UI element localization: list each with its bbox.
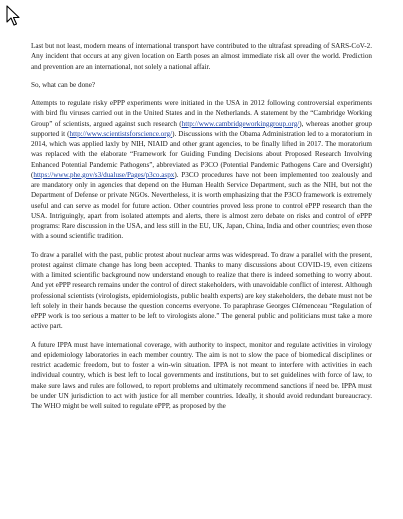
regulation-text-c: ). Discussions with the Obama Administration led to a moratorium in 2014, which was applied laxly by NIH, NIAID and other grant agencies, to be finally lifted in 2017. The moratorium was replaced with the elaborate “Framework for Guiding Funding Decisions about Proposed Research Involving Enhanced Potential Pandemic Pathogens”, abbreviated as P3CO (Potential Pandemic Pathogens Care and Oversight) ( [31, 129, 373, 179]
paragraph-public-protest: To draw a parallel with the past, public protest about nuclear arms was widespread. To draw a parallel with the present, protest against climate change has long been accepted. Thanks to many discussions about COVID-19, even citizens with a limited scientific background now understand enough to realize that there is indeed something to worry about. And yet ePPP research remains under the control of direct stakeholders, with unavoidable conflict of interest. Although professional scientists (virologists, epidemiologists, public health experts) are key stakeholders, the debate must not be left solely in their hands because the question concerns everyone. To paraphrase Georges Clémenceau “Regulation of ePPP work is too serious a matter to be left to virologists alone.” The general public and politicians must take a more active part. [31, 250, 372, 331]
paragraph-ippa: A future IPPA must have international coverage, with authority to inspect, monitor and regulate activities in virology and epidemiology laboratories in each member country. The aim is not to slow the pace of biomedical disciplines or restrict academic freedom, but to foster a win-win situation. IPPA is not meant to interfere with activities in each individual country, which is best left to local governments and institutions, but to set guidelines with force of law, to make sure laws and rules are followed, to report problems and ultimately recommend sanctions if need be. IPPA must be under UN jurisdiction to act with justice for all member countries. Ideally, it should avoid redundant bureaucracy. The WHO might be well suited to regulate ePPP, as proposed by the [31, 340, 372, 410]
regulation-text-d: ). P3CO procedures have not been implemented too zealously and are mandatory only in agencies that depend on the Human Health Service Department, such as the NIH, but not the Department of Defense or private NGOs. Nevertheless, it is worth emphasizing that the P3CO framework is extremely useful and can serve as model for future action. Other countries proved less prone to control ePPP research than the USA. Intriguingly, apart from isolated attempts and alerts, there is almost zero debate on risks and control of ePPP programs: Rare discussion in the USA, and less still in the EU, UK, Japan, China, India and other countries; even those with a sound scientific tradition. [31, 170, 372, 241]
link-scientists-for-science[interactable]: http://www.scientistsforscience.org/ [69, 129, 173, 138]
paragraph-regulation [31, 98, 372, 242]
link-cambridge-working-group[interactable]: http://www.cambridgeworkinggroup.org/ [181, 119, 300, 128]
paragraph-question: So, what can be done? [31, 80, 96, 89]
regulation-text-a: Attempts to regulate risky ePPP experiments were initiated in the USA in 2012 following controversial experiments with bird flu viruses carried out in the United States and in the Netherlands. A statement by the “Cambridge Working Group” of scientists, argued against such research ( [31, 99, 372, 128]
arrow-pointer-icon [6, 5, 20, 27]
regulation-text-b: ), whereas another group supported it ( [31, 119, 373, 138]
document-body [31, 41, 372, 419]
paragraph-transport: Last but not least, modern means of international transport have contributed to the ultrafast spreading of SARS-CoV-2. Any incident that occurs at any given location on Earth poses an almost immediate risk all over the world. Prediction and prevention are an international, not solely a national affair. [31, 42, 372, 71]
link-p3co-framework[interactable]: https://www.phe.gov/s3/dualuse/Pages/p3co.aspx [33, 170, 175, 179]
